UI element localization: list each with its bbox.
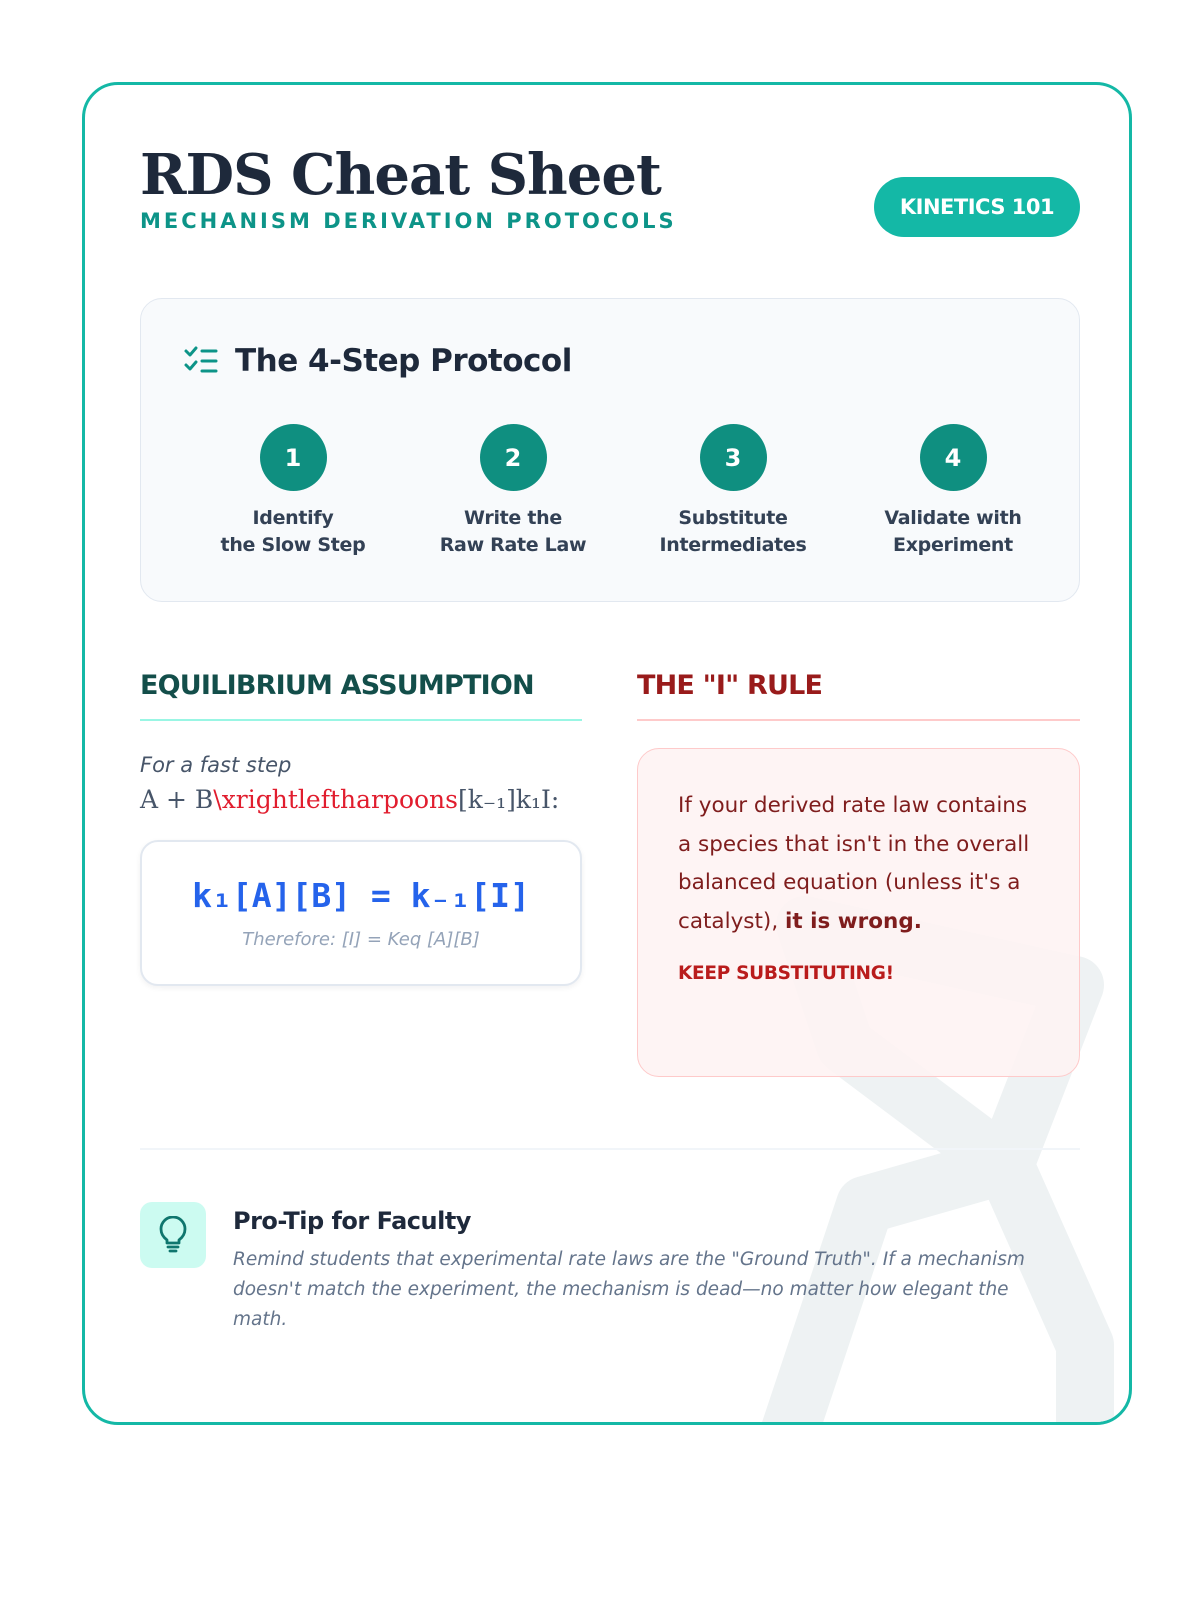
pro-tip — [140, 1202, 1080, 1335]
step-label: Identify the Slow Step — [220, 507, 366, 556]
page-subtitle: MECHANISM DERIVATION PROTOCOLS — [140, 209, 677, 233]
tip-title: Pro-Tip for Faculty — [233, 1207, 471, 1235]
i-rule-section — [637, 670, 1080, 1077]
formula-box — [140, 840, 582, 986]
section-divider — [140, 1148, 1080, 1150]
step-number: 1 — [260, 424, 327, 491]
i-rule-box — [637, 748, 1080, 1077]
step-number: 2 — [480, 424, 547, 491]
equilibrium-formula: k₁[A][B] = k₋₁[I] — [192, 876, 530, 915]
protocol-step — [183, 424, 403, 559]
step-label: Validate with Experiment — [884, 507, 1022, 556]
step-number: 3 — [700, 424, 767, 491]
lightbulb-icon — [156, 1216, 190, 1254]
i-rule-cta: KEEP SUBSTITUTING! — [678, 963, 894, 984]
page-title: RDS Cheat Sheet — [140, 142, 661, 208]
fast-step-intro: For a fast step — [140, 753, 292, 777]
protocol-panel — [140, 298, 1080, 602]
reaction-equation — [140, 785, 582, 814]
i-rule-heading: THE "I" RULE — [637, 670, 1080, 721]
tip-text: Remind students that experimental rate laws are the "Ground Truth". If a mechanism doesn't match the experiment, the mechanism is dead—no matter how elegant the math. — [233, 1249, 1025, 1330]
protocol-header — [183, 343, 572, 379]
tip-body — [233, 1202, 1033, 1335]
step-label: Substitute Intermediates — [659, 507, 807, 556]
course-badge: KINETICS 101 — [874, 177, 1080, 237]
header — [140, 143, 1080, 253]
i-rule-text-bold: it is wrong. — [785, 908, 922, 934]
tip-icon-badge — [140, 1202, 206, 1268]
cheat-sheet-card — [82, 82, 1132, 1425]
equation-render-error: \xrightleftharpoons — [213, 785, 458, 814]
step-number: 4 — [920, 424, 987, 491]
formula-note: Therefore: [I] = Keq [A][B] — [242, 929, 480, 950]
protocol-step — [623, 424, 843, 559]
protocol-steps — [183, 424, 1063, 559]
equilibrium-heading: EQUILIBRIUM ASSUMPTION — [140, 670, 582, 721]
step-label: Write the Raw Rate Law — [439, 507, 587, 556]
protocol-step — [403, 424, 623, 559]
i-rule-text — [678, 787, 1039, 941]
equation-prefix: A + B — [140, 785, 214, 814]
checklist-icon — [183, 343, 219, 379]
protocol-step — [843, 424, 1063, 559]
protocol-title: The 4-Step Protocol — [235, 343, 572, 379]
equation-suffix: [k₋₁]k₁I: — [457, 785, 560, 814]
i-rule-text-plain: If your derived rate law contains a species that isn't in the overall balanced equation (unless it's a catalyst), — [678, 793, 1030, 934]
equilibrium-section — [140, 670, 582, 986]
